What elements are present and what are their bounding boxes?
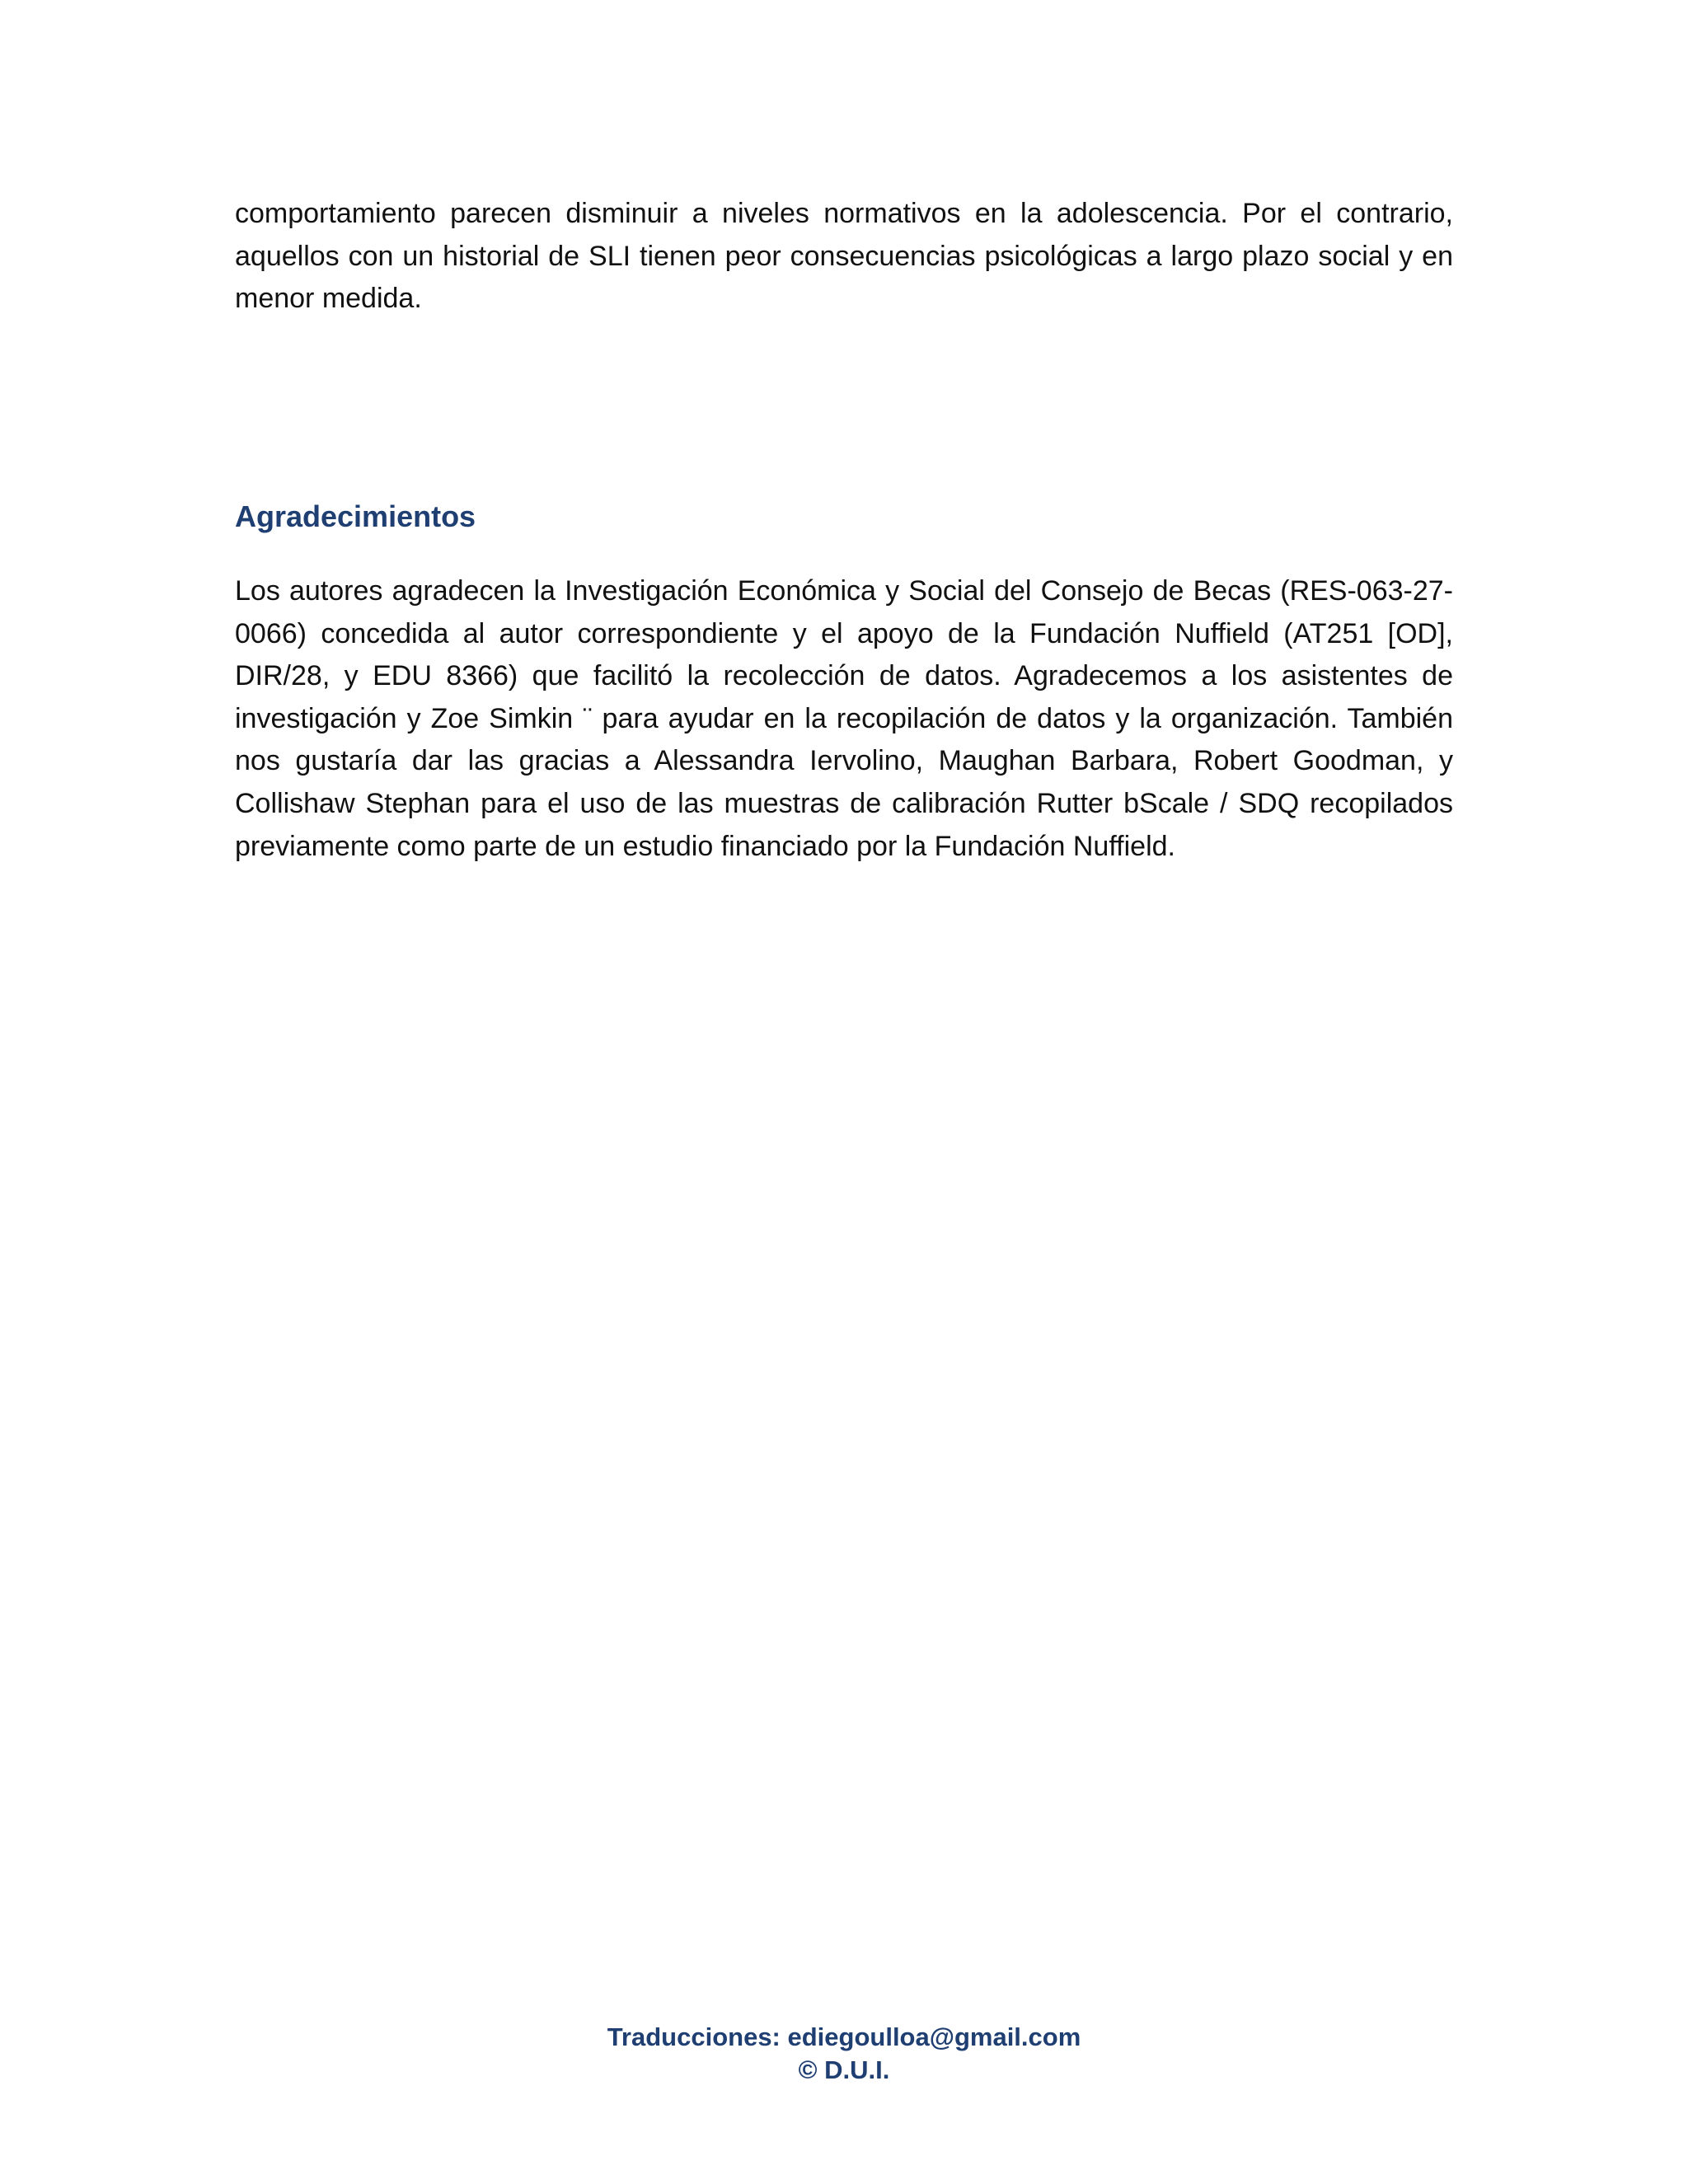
acknowledgements-paragraph: Los autores agradecen la Investigación Económica y Social del Consejo de Becas (RES-063-27-0066) concedida al autor correspondiente y el apoyo de la Fundación Nuffield (AT251 [OD], DIR/28, y EDU 8366) que facilitó la recolección de datos. Agradecemos a los asistentes de investigación y Zoe Simkin ¨ para ayudar en la recopilación de datos y la organización. También nos gustaría dar las gracias a Alessandra Iervolino, Maughan Barbara, Robert Goodman, y Collishaw Stephan para el uso de las muestras de calibración Rutter bScale / SDQ recopilados previamente como parte de un estudio financiado por la Fundación Nuffield. <box>235 575 1453 862</box>
intro-paragraph: comportamiento parecen disminuir a niveles normativos en la adolescencia. Por el contrario, aquellos con un historial de SLI tienen peor consecuencias psicológicas a largo plazo social y en menor medida. <box>235 198 1453 315</box>
footer-copyright-line: © D.U.I. <box>798 2055 890 2084</box>
footer-translations-line: Traducciones: ediegoulloa@gmail.com <box>607 2022 1081 2051</box>
section-heading-agradecimientos: Agradecimientos <box>235 499 476 533</box>
